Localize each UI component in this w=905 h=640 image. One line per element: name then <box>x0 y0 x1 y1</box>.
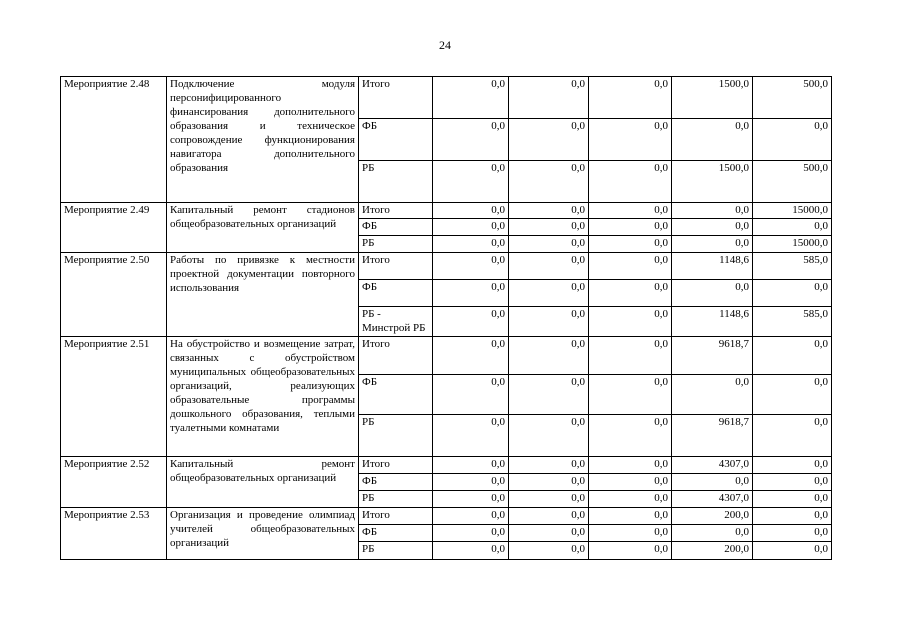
amount-cell: 0,0 <box>589 375 672 415</box>
amount-cell: 0,0 <box>509 307 589 337</box>
amount-cell: 0,0 <box>509 236 589 253</box>
amount-cell: 1148,6 <box>672 253 753 280</box>
table-row <box>61 508 832 525</box>
page-number: 24 <box>439 38 451 52</box>
amount-cell: 0,0 <box>433 161 509 203</box>
amount-cell: 0,0 <box>433 77 509 119</box>
amount-cell: 585,0 <box>753 253 832 280</box>
amount-cell: 0,0 <box>433 203 509 219</box>
amount-cell: 0,0 <box>433 253 509 280</box>
amount-cell: 0,0 <box>589 508 672 525</box>
amount-cell: 0,0 <box>509 491 589 508</box>
amount-cell: 0,0 <box>589 203 672 219</box>
amount-cell: 0,0 <box>433 307 509 337</box>
amount-cell: 0,0 <box>509 219 589 236</box>
funding-source: ФБ <box>359 219 433 236</box>
amount-cell: 0,0 <box>753 508 832 525</box>
amount-cell: 0,0 <box>753 119 832 161</box>
amount-cell: 200,0 <box>672 542 753 560</box>
table-row <box>61 457 832 474</box>
amount-cell: 0,0 <box>753 474 832 491</box>
amount-cell: 0,0 <box>509 337 589 375</box>
amount-cell: 0,0 <box>589 542 672 560</box>
funding-source: ФБ <box>359 119 433 161</box>
amount-cell: 0,0 <box>672 474 753 491</box>
funding-source: ФБ <box>359 474 433 491</box>
event-description: Капитальный ремонт общеобразовательных организаций <box>167 457 359 508</box>
amount-cell: 0,0 <box>433 542 509 560</box>
amount-cell: 500,0 <box>753 77 832 119</box>
funding-source: Итого <box>359 77 433 119</box>
amount-cell: 0,0 <box>509 457 589 474</box>
amount-cell: 0,0 <box>589 457 672 474</box>
amount-cell: 0,0 <box>509 161 589 203</box>
amount-cell: 0,0 <box>589 119 672 161</box>
amount-cell: 0,0 <box>589 77 672 119</box>
amount-cell: 0,0 <box>589 525 672 542</box>
event-code: Мероприятие 2.52 <box>61 457 167 508</box>
amount-cell: 0,0 <box>433 474 509 491</box>
amount-cell: 0,0 <box>509 508 589 525</box>
event-code: Мероприятие 2.53 <box>61 508 167 560</box>
amount-cell: 0,0 <box>672 236 753 253</box>
amount-cell: 0,0 <box>509 474 589 491</box>
funding-source: Итого <box>359 508 433 525</box>
amount-cell: 15000,0 <box>753 203 832 219</box>
amount-cell: 0,0 <box>433 415 509 457</box>
table-row <box>61 253 832 280</box>
amount-cell: 0,0 <box>753 491 832 508</box>
amount-cell: 0,0 <box>753 219 832 236</box>
amount-cell: 0,0 <box>509 375 589 415</box>
amount-cell: 9618,7 <box>672 415 753 457</box>
amount-cell: 0,0 <box>433 508 509 525</box>
amount-cell: 0,0 <box>672 375 753 415</box>
funding-source: РБ - Минстрой РБ <box>359 307 433 337</box>
amount-cell: 0,0 <box>509 525 589 542</box>
funding-source: ФБ <box>359 525 433 542</box>
amount-cell: 0,0 <box>509 415 589 457</box>
funding-source: РБ <box>359 542 433 560</box>
funding-source: ФБ <box>359 280 433 307</box>
amount-cell: 9618,7 <box>672 337 753 375</box>
amount-cell: 0,0 <box>753 337 832 375</box>
amount-cell: 0,0 <box>589 415 672 457</box>
event-description: На обустройство и возмещение затрат, связанных с обустройством муниципальных общеобразовательных организаций, реализующих образовательные программы дошкольного образования, теплыми туалетными комнатами <box>167 337 359 457</box>
funding-source: РБ <box>359 161 433 203</box>
table-row <box>61 337 832 375</box>
event-code: Мероприятие 2.51 <box>61 337 167 457</box>
amount-cell: 0,0 <box>433 525 509 542</box>
amount-cell: 0,0 <box>589 236 672 253</box>
amount-cell: 0,0 <box>433 337 509 375</box>
amount-cell: 0,0 <box>672 119 753 161</box>
amount-cell: 0,0 <box>589 280 672 307</box>
amount-cell: 0,0 <box>589 161 672 203</box>
event-description: Подключение модуля персонифицированного финансирования дополнительного образования и техническое сопровождение функционирования навигатора дополнительного образования <box>167 77 359 203</box>
event-description: Работы по привязке к местности проектной документации повторного использования <box>167 253 359 337</box>
amount-cell: 0,0 <box>589 337 672 375</box>
amount-cell: 1500,0 <box>672 161 753 203</box>
budget-table <box>60 76 832 560</box>
amount-cell: 0,0 <box>589 307 672 337</box>
amount-cell: 0,0 <box>509 253 589 280</box>
amount-cell: 0,0 <box>433 119 509 161</box>
funding-source: РБ <box>359 491 433 508</box>
amount-cell: 0,0 <box>753 280 832 307</box>
funding-source: Итого <box>359 253 433 280</box>
event-code: Мероприятие 2.49 <box>61 203 167 253</box>
amount-cell: 0,0 <box>589 491 672 508</box>
amount-cell: 500,0 <box>753 161 832 203</box>
amount-cell: 0,0 <box>509 77 589 119</box>
table-row <box>61 77 832 119</box>
amount-cell: 0,0 <box>589 474 672 491</box>
event-description: Организация и проведение олимпиад учителей общеобразовательных организаций <box>167 508 359 560</box>
amount-cell: 0,0 <box>672 525 753 542</box>
event-code: Мероприятие 2.50 <box>61 253 167 337</box>
funding-source: РБ <box>359 415 433 457</box>
funding-source: РБ <box>359 236 433 253</box>
funding-source: Итого <box>359 337 433 375</box>
amount-cell: 0,0 <box>433 280 509 307</box>
amount-cell: 0,0 <box>433 457 509 474</box>
funding-source: Итого <box>359 203 433 219</box>
amount-cell: 0,0 <box>433 375 509 415</box>
amount-cell: 0,0 <box>509 280 589 307</box>
amount-cell: 0,0 <box>672 280 753 307</box>
amount-cell: 0,0 <box>753 415 832 457</box>
amount-cell: 0,0 <box>753 525 832 542</box>
amount-cell: 15000,0 <box>753 236 832 253</box>
amount-cell: 585,0 <box>753 307 832 337</box>
amount-cell: 1148,6 <box>672 307 753 337</box>
table-row <box>61 203 832 219</box>
amount-cell: 0,0 <box>672 219 753 236</box>
amount-cell: 0,0 <box>753 542 832 560</box>
funding-source: Итого <box>359 457 433 474</box>
amount-cell: 4307,0 <box>672 491 753 508</box>
amount-cell: 0,0 <box>509 203 589 219</box>
table-body <box>61 77 832 560</box>
amount-cell: 0,0 <box>509 542 589 560</box>
amount-cell: 4307,0 <box>672 457 753 474</box>
funding-source: ФБ <box>359 375 433 415</box>
amount-cell: 0,0 <box>433 219 509 236</box>
amount-cell: 1500,0 <box>672 77 753 119</box>
amount-cell: 0,0 <box>509 119 589 161</box>
event-description: Капитальный ремонт стадионов общеобразовательных организаций <box>167 203 359 253</box>
amount-cell: 0,0 <box>753 375 832 415</box>
amount-cell: 0,0 <box>672 203 753 219</box>
amount-cell: 0,0 <box>433 491 509 508</box>
amount-cell: 0,0 <box>589 253 672 280</box>
amount-cell: 0,0 <box>433 236 509 253</box>
event-code: Мероприятие 2.48 <box>61 77 167 203</box>
amount-cell: 0,0 <box>753 457 832 474</box>
amount-cell: 200,0 <box>672 508 753 525</box>
amount-cell: 0,0 <box>589 219 672 236</box>
